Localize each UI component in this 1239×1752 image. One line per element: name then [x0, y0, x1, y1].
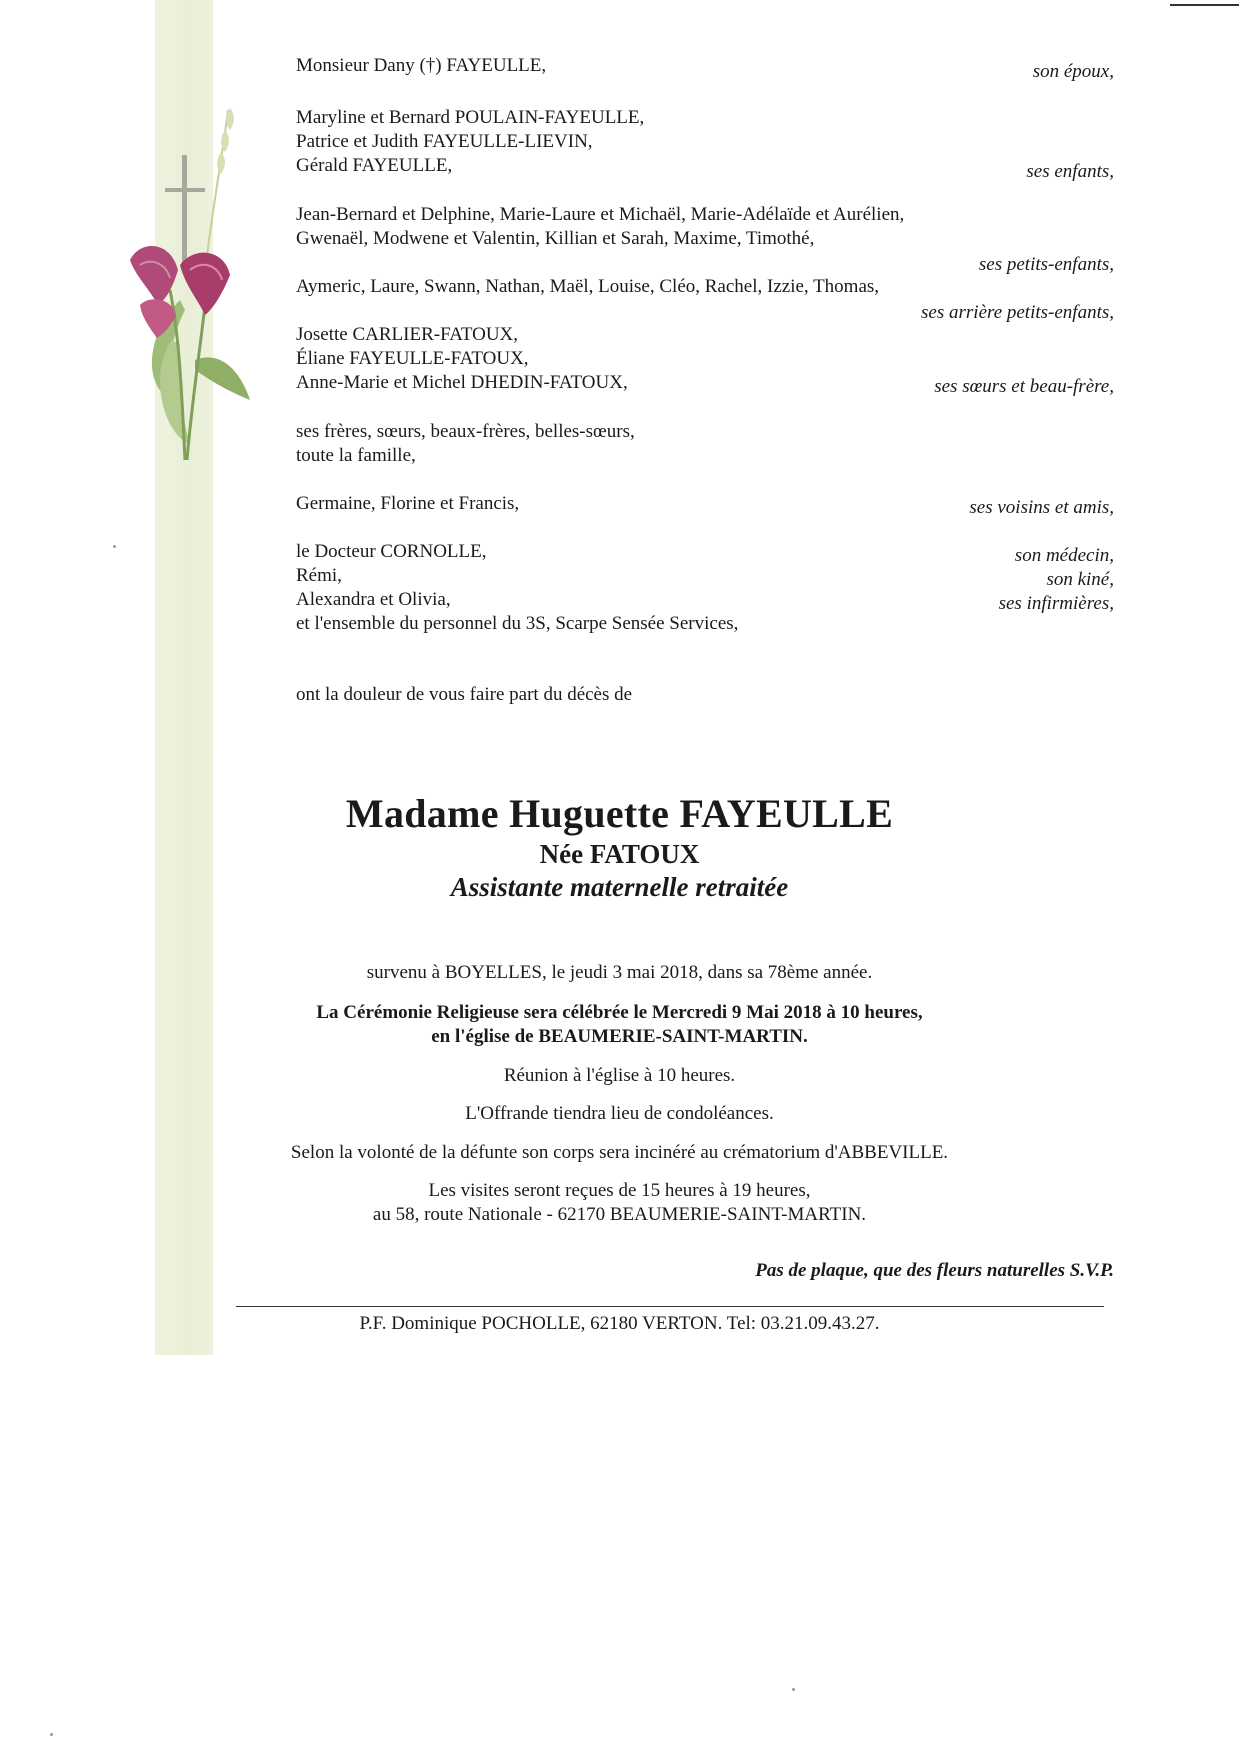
- death-details: survenu à BOYELLES, le jeudi 3 mai 2018, dans sa 78ème année.: [366, 962, 873, 983]
- family-name-line: Patrice et Judith FAYEULLE-LIEVIN,: [296, 131, 593, 152]
- scan-speck: [113, 545, 116, 548]
- family-role: son époux,: [1032, 61, 1114, 82]
- family-name-line: ses frères, sœurs, beaux-frères, belles-sœurs,: [296, 421, 635, 442]
- scan-speck: [50, 1733, 53, 1736]
- family-name-line: Germaine, Florine et Francis,: [296, 493, 520, 514]
- cross-and-calla-lily-illustration: [110, 100, 280, 480]
- family-name-line: Josette CARLIER-FATOUX,: [296, 324, 519, 345]
- family-name-line: Éliane FAYEULLE-FATOUX,: [296, 348, 529, 369]
- deceased-name: Madame Huguette FAYEULLE: [345, 791, 894, 836]
- family-name-line: Gérald FAYEULLE,: [296, 155, 453, 176]
- family-group-great-grandchildren: [296, 275, 1114, 323]
- family-role: ses sœurs et beau-frère,: [934, 376, 1114, 397]
- footer-divider: [236, 1306, 1104, 1307]
- family-role: son médecin,: [1014, 545, 1114, 566]
- family-group-siblings: [296, 323, 1114, 395]
- cremation-note: Selon la volonté de la défunte son corps sera incinéré au crématorium d'ABBEVILLE.: [290, 1142, 949, 1163]
- deceased-profession: Assistante maternelle retraitée: [450, 872, 789, 902]
- family-name-line: Rémi,: [296, 565, 342, 586]
- family-role: ses infirmières,: [998, 593, 1114, 614]
- family-name-line: Jean-Bernard et Delphine, Marie-Laure et Michaël, Marie-Adélaïde et Aurélien,: [296, 204, 905, 225]
- funeral-home-footer: P.F. Dominique POCHOLLE, 62180 VERTON. Tel: 03.21.09.43.27.: [359, 1313, 880, 1334]
- family-name-line: Monsieur Dany (†) FAYEULLE,: [296, 55, 547, 76]
- scan-edge-line: [1170, 4, 1239, 6]
- family-name-line: toute la famille,: [296, 445, 416, 466]
- family-group-spouse: [296, 54, 1114, 82]
- family-name-line: le Docteur CORNOLLE,: [296, 541, 487, 562]
- ceremony-line-1: La Cérémonie Religieuse sera célébrée le Mercredi 9 Mai 2018 à 10 heures,: [316, 1002, 923, 1023]
- offering-note: L'Offrande tiendra lieu de condoléances.: [465, 1103, 774, 1124]
- family-name-line: Maryline et Bernard POULAIN-FAYEULLE,: [296, 107, 645, 128]
- family-name-line: Alexandra et Olivia,: [296, 589, 451, 610]
- visits-line-1: Les visites seront reçues de 15 heures à 19 heures,: [428, 1180, 811, 1201]
- flowers-note: Pas de plaque, que des fleurs naturelles S.V.P.: [755, 1260, 1114, 1281]
- family-group-caregivers: [296, 540, 1114, 636]
- family-role: ses petits-enfants,: [978, 254, 1114, 275]
- family-role: son kiné,: [1046, 569, 1114, 590]
- family-name-line: Aymeric, Laure, Swann, Nathan, Maël, Louise, Cléo, Rachel, Izzie, Thomas,: [296, 276, 880, 297]
- family-role: ses enfants,: [1026, 161, 1114, 182]
- church-meeting: Réunion à l'église à 10 heures.: [503, 1065, 736, 1086]
- family-group-extended: [296, 420, 1114, 468]
- family-group-neighbours: [296, 492, 1114, 516]
- scan-speck: [792, 1688, 795, 1691]
- deceased-maiden-name: Née FATOUX: [539, 839, 700, 869]
- family-role: ses arrière petits-enfants,: [921, 302, 1114, 323]
- family-group-children: [296, 106, 1114, 182]
- family-name-line: Anne-Marie et Michel DHEDIN-FATOUX,: [296, 372, 628, 393]
- family-role: ses voisins et amis,: [969, 497, 1114, 518]
- announcement-text: ont la douleur de vous faire part du décès de: [296, 684, 633, 705]
- family-name-line: Gwenaël, Modwene et Valentin, Killian et Sarah, Maxime, Timothé,: [296, 228, 815, 249]
- visits-line-2: au 58, route Nationale - 62170 BEAUMERIE-SAINT-MARTIN.: [372, 1204, 867, 1225]
- ceremony-line-2: en l'église de BEAUMERIE-SAINT-MARTIN.: [431, 1026, 808, 1047]
- family-name-line: et l'ensemble du personnel du 3S, Scarpe Sensée Services,: [296, 613, 739, 634]
- family-group-grandchildren: [296, 203, 1114, 275]
